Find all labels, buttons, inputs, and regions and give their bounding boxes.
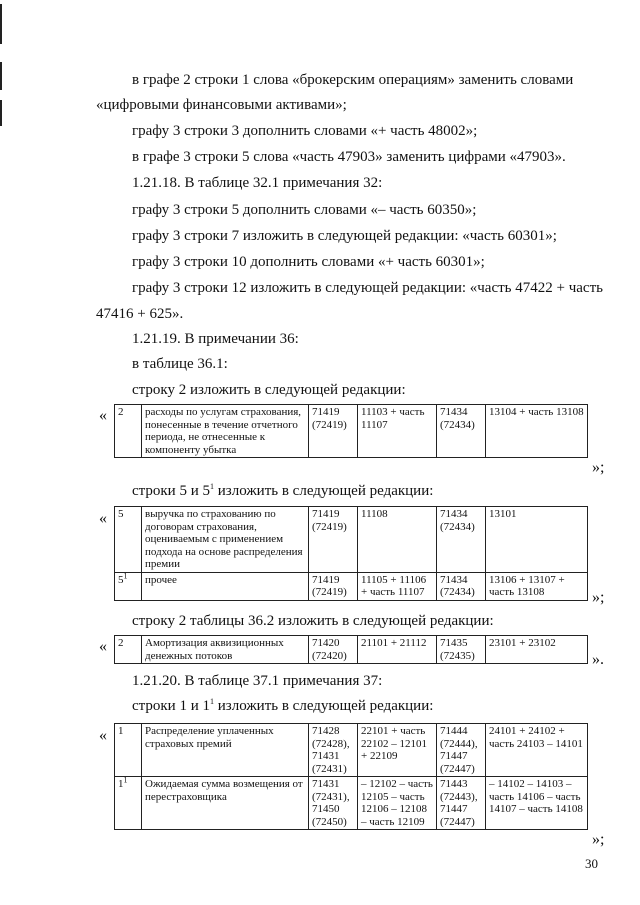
paragraph: графу 3 строки 12 изложить в следующей редакции: «часть 47422 + часть — [132, 280, 603, 296]
cell-row-number — [115, 777, 142, 830]
table-row — [115, 777, 588, 830]
cell-col6: 24101 + 24102 + часть 24103 – 14101 — [486, 724, 588, 777]
cell-row-number: 2 — [115, 636, 142, 664]
table-row — [115, 636, 588, 664]
cell-col6: 13104 + часть 13108 — [486, 405, 588, 458]
table-36-2-row-2 — [114, 635, 588, 664]
page-number: 30 — [585, 856, 598, 871]
cell-col4: 22101 + часть 22102 – 12101 + 22109 — [358, 724, 437, 777]
cell-row-number: 5 — [115, 507, 142, 573]
paragraph: в таблице 36.1: — [132, 356, 228, 372]
cell-col4: 11108 — [358, 507, 437, 573]
quote-open: « — [99, 727, 107, 744]
cell-col6: – 14102 – 14103 – часть 14106 – часть 14107 – часть 14108 — [486, 777, 588, 830]
cell-col6: 23101 + 23102 — [486, 636, 588, 664]
quote-open: « — [99, 407, 107, 424]
cell-row-number: 2 — [115, 405, 142, 458]
cell-col3: 71420 (72420) — [309, 636, 358, 664]
superscript: 1 — [123, 775, 128, 785]
cell-col6: 13106 + 13107 + часть 13108 — [486, 572, 588, 600]
paragraph: в графе 2 строки 1 слова «брокерским операциям» заменить словами — [132, 72, 574, 88]
margin-bar-1 — [0, 4, 2, 44]
cell-col5: 71443 (72443), 71447 (72447) — [437, 777, 486, 830]
paragraph — [132, 697, 433, 716]
cell-name: расходы по услугам страхования, понесенные в течение отчетного периода, не отнесенные к компоненту убытка — [142, 405, 309, 458]
table-row — [115, 572, 588, 600]
paragraph-text: строки 5 и 5 — [132, 483, 210, 499]
paragraph: 1.21.19. В примечании 36: — [132, 331, 299, 347]
cell-name: выручка по страхованию по договорам страхования, оцениваемым с применением подхода на основе распределения премии — [142, 507, 309, 573]
cell-col5: 71434 (72434) — [437, 405, 486, 458]
cell-col3: 71419 (72419) — [309, 405, 358, 458]
superscript: 1 — [123, 570, 128, 580]
cell-name: прочее — [142, 572, 309, 600]
cell-name: Амортизация аквизиционных денежных потоков — [142, 636, 309, 664]
cell-col4: 21101 + 21112 — [358, 636, 437, 664]
margin-bar-2 — [0, 62, 2, 90]
paragraph-text: изложить в следующей редакции: — [217, 483, 434, 499]
table-36-1-row-2 — [114, 404, 588, 458]
quote-close: »; — [592, 831, 605, 848]
paragraph-text: строки 1 и 1 — [132, 698, 210, 714]
paragraph: графу 3 строки 3 дополнить словами «+ часть 48002»; — [132, 123, 478, 139]
paragraph-text: изложить в следующей редакции: — [217, 698, 434, 714]
quote-close: »; — [592, 459, 605, 476]
superscript: 1 — [210, 482, 214, 491]
row-number-text: 1 — [118, 778, 124, 790]
paragraph: в графе 3 строки 5 слова «часть 47903» заменить цифрами «47903». — [132, 149, 566, 165]
cell-name: Распределение уплаченных страховых премий — [142, 724, 309, 777]
quote-close: ». — [592, 651, 604, 668]
cell-col4: – 12102 – часть 12105 – часть 12106 – 12108 – часть 12109 — [358, 777, 437, 830]
paragraph: 1.21.20. В таблице 37.1 примечания 37: — [132, 673, 383, 689]
cell-col3: 71431 (72431), 71450 (72450) — [309, 777, 358, 830]
cell-col4: 11103 + часть 11107 — [358, 405, 437, 458]
cell-row-number — [115, 572, 142, 600]
cell-col3: 71428 (72428), 71431 (72431) — [309, 724, 358, 777]
cell-col4: 11105 + 11106 + часть 11107 — [358, 572, 437, 600]
paragraph: строку 2 изложить в следующей редакции: — [132, 382, 406, 398]
cell-col3: 71419 (72419) — [309, 572, 358, 600]
quote-open: « — [99, 638, 107, 655]
cell-col5: 71444 (72444), 71447 (72447) — [437, 724, 486, 777]
paragraph: графу 3 строки 5 дополнить словами «– часть 60350»; — [132, 202, 477, 218]
table-row — [115, 507, 588, 573]
paragraph: 1.21.18. В таблице 32.1 примечания 32: — [132, 175, 383, 191]
paragraph: «цифровыми финансовыми активами»; — [96, 97, 347, 113]
cell-row-number: 1 — [115, 724, 142, 777]
quote-open: « — [99, 510, 107, 527]
table-row — [115, 405, 588, 458]
table-36-1-rows-5 — [114, 506, 588, 601]
superscript: 1 — [210, 697, 214, 706]
cell-col5: 71434 (72434) — [437, 572, 486, 600]
paragraph: строку 2 таблицы 36.2 изложить в следующей редакции: — [132, 613, 494, 629]
cell-col5: 71434 (72434) — [437, 507, 486, 573]
table-row — [115, 724, 588, 777]
paragraph: 47416 + 625». — [96, 306, 184, 322]
cell-name: Ожидаемая сумма возмещения от перестраховщика — [142, 777, 309, 830]
cell-col5: 71435 (72435) — [437, 636, 486, 664]
margin-bar-3 — [0, 100, 2, 126]
row-number-text: 5 — [118, 573, 124, 586]
paragraph — [132, 482, 433, 501]
quote-close: »; — [592, 589, 605, 606]
paragraph: графу 3 строки 10 дополнить словами «+ часть 60301»; — [132, 254, 485, 270]
table-37-1-rows-1 — [114, 723, 588, 830]
cell-col3: 71419 (72419) — [309, 507, 358, 573]
cell-col6: 13101 — [486, 507, 588, 573]
paragraph: графу 3 строки 7 изложить в следующей редакции: «часть 60301»; — [132, 228, 557, 244]
